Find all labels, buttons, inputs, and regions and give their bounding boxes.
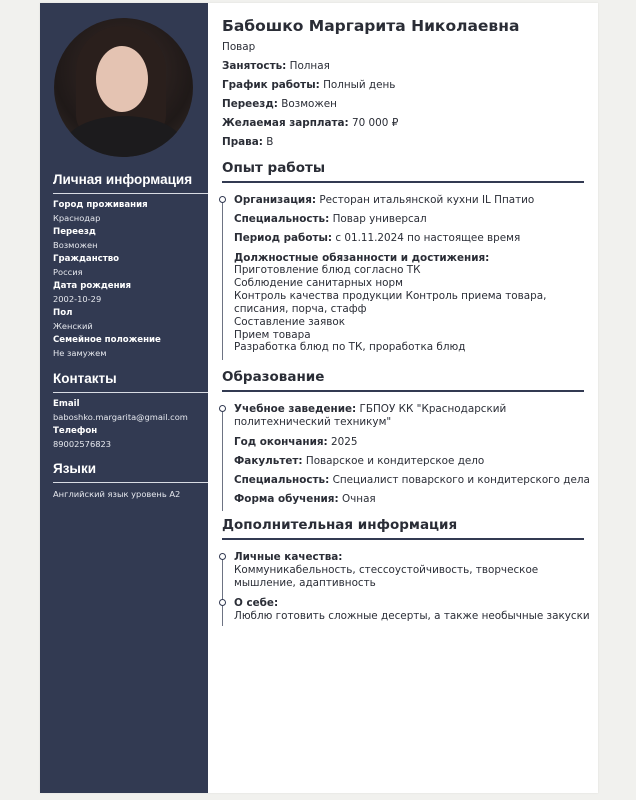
employment-line: Занятость: Полная [222, 60, 330, 72]
timeline-line [222, 555, 223, 626]
profile-photo [54, 18, 193, 157]
timeline-dot [219, 196, 226, 203]
personal-info-title: Личная информация [53, 172, 193, 187]
field-value: 2002-10-29 [53, 294, 102, 304]
education-specialty-line: Специальность: Специалист поварского и кондитерского дела [234, 474, 590, 486]
section-divider [222, 390, 584, 392]
field-label: Город проживания [53, 200, 148, 210]
study-form-line: Форма обучения: Очная [234, 493, 376, 505]
schedule-line: График работы: Полный день [222, 79, 396, 91]
divider [53, 392, 208, 393]
field-label: Переезд [53, 227, 96, 237]
license-line: Права: B [222, 136, 274, 148]
field-value: Не замужем [53, 348, 107, 358]
field-value: Россия [53, 267, 83, 277]
qualities-text: Коммуникабельность, стессоустойчивость, творческое мышление, адаптивность [234, 564, 539, 589]
timeline-dot [219, 599, 226, 606]
additional-info-title: Дополнительная информация [222, 517, 458, 533]
duties-list: Приготовление блюд согласно ТК Соблюдение санитарных норм Контроль качества продукции Контроль приема товара, списания, порча, стафф Составление заявок Прием товара Разработка блюд по ТК, проработка блюд [234, 264, 547, 354]
about-label: О себе: [234, 597, 279, 609]
education-title: Образование [222, 369, 325, 385]
field-value: Женский [53, 321, 93, 331]
field-label: Гражданство [53, 254, 120, 264]
timeline-line [222, 407, 223, 511]
timeline-dot [219, 405, 226, 412]
field-label: Семейное положение [53, 335, 161, 345]
resume-page [40, 3, 598, 793]
timeline-line [222, 198, 223, 360]
position-title: Повар [222, 41, 256, 53]
languages-title: Языки [53, 461, 96, 476]
specialty-line: Специальность: Повар универсал [234, 213, 427, 225]
phone-value[interactable]: 89002576823 [53, 439, 112, 449]
divider [53, 482, 208, 483]
candidate-name: Бабошко Маргарита Николаевна [222, 17, 520, 35]
qualities-label: Личные качества: [234, 551, 343, 563]
section-divider [222, 181, 584, 183]
school-line: Учебное заведение: ГБПОУ КК "Краснодарский [234, 403, 507, 415]
sidebar [40, 3, 208, 793]
field-value: Возможен [53, 240, 98, 250]
faculty-line: Факультет: Поварское и кондитерское дело [234, 455, 485, 467]
email-value[interactable]: baboshko.margarita@gmail.com [53, 412, 188, 422]
organization-line: Организация: Ресторан итальянской кухни IL Ппатио [234, 194, 535, 206]
period-line: Период работы: с 01.11.2024 по настоящее время [234, 232, 521, 244]
relocation-line: Переезд: Возможен [222, 98, 337, 110]
experience-title: Опыт работы [222, 160, 326, 176]
school-line-2: политехнический техникум" [234, 416, 392, 428]
field-label: Пол [53, 308, 73, 318]
language-item: Английский язык уровень A2 [53, 489, 181, 499]
duties-label: Должностные обязанности и достижения: [234, 252, 490, 264]
salary-line: Желаемая зарплата: 70 000 ₽ [222, 117, 399, 129]
timeline-dot [219, 553, 226, 560]
contact-label: Телефон [53, 426, 98, 436]
about-text: Люблю готовить сложные десерты, а также необычные закуски [234, 610, 590, 622]
contact-label: Email [53, 399, 80, 409]
field-value: Краснодар [53, 213, 101, 223]
section-divider [222, 538, 584, 540]
contacts-title: Контакты [53, 371, 117, 386]
field-label: Дата рождения [53, 281, 132, 291]
divider [53, 193, 208, 194]
graduation-year-line: Год окончания: 2025 [234, 436, 358, 448]
